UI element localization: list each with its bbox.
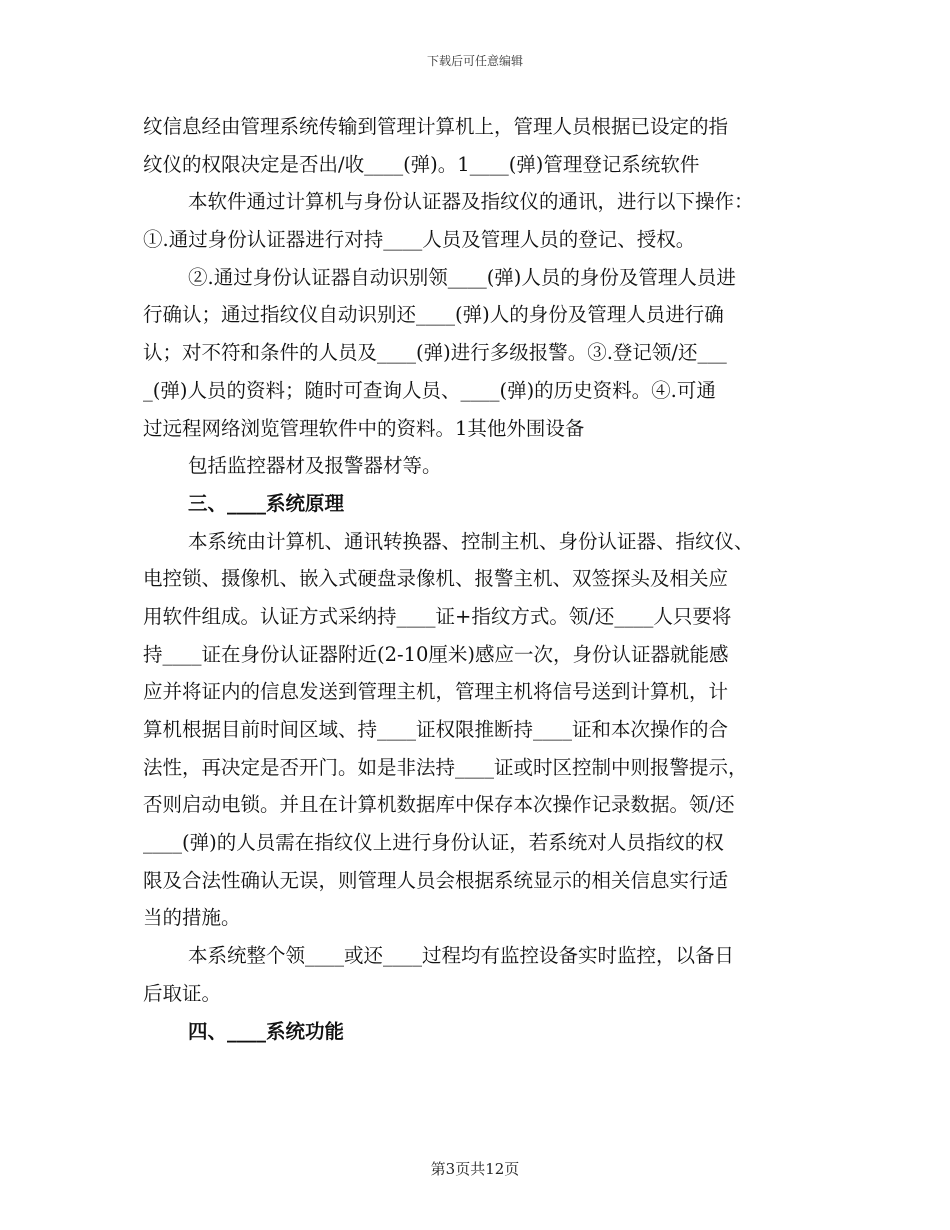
text-line: 否则启动电锁。并且在计算机数据库中保存本次操作记录数据。领/还 [143,793,735,817]
text-line: 当的措施。 [143,906,241,930]
text-line: 过远程网络浏览管理软件中的资料。1其他外围设备 [143,416,585,440]
text-line: 法性，再决定是否开门。如是非法持____证或时区控制中则报警提示， [143,755,748,779]
text-line: 后取证。 [143,981,222,1005]
text-line: 电控锁、摄像机、嵌入式硬盘录像机、报警主机、双签探头及相关应 [143,567,729,591]
document-body [143,108,811,1050]
text-line: 纹仪的权限决定是否出/收____(弹)。1____(弹)管理登记系统软件 [143,152,700,176]
text-line: ①.通过身份认证器进行对持____人员及管理人员的登记、授权。 [143,228,696,252]
text-line: 本系统由计算机、通讯转换器、控制主机、身份认证器、指纹仪、 [188,529,754,553]
text-line: 纹信息经由管理系统传输到管理计算机上，管理人员根据已设定的指 [143,115,729,138]
text-line: 限及合法性确认无误，则管理人员会根据系统显示的相关信息实行适 [143,868,729,892]
text-line: 认；对不符和条件的人员及____(弹)进行多级报警。③.登记领/还___ [143,341,727,365]
text-line: ②.通过身份认证器自动识别领____(弹)人员的身份及管理人员进 [188,265,736,289]
text-line: 算机根据目前时间区域、持____证权限推断持____证和本次操作的合 [143,718,729,741]
text-line: 持____证在身份认证器附近(2-10厘米)感应一次，身份认证器就能感 [143,642,729,666]
section-heading-functions: 四、____系统功能 [188,1019,345,1043]
text-line: 本系统整个领____或还____过程均有监控设备实时监控，以备日 [188,944,735,968]
text-line: 应并将证内的信息发送到管理主机，管理主机将信号送到计算机，计 [143,680,729,704]
text-line: ____(弹)的人员需在指纹仪上进行身份认证，若系统对人员指纹的权 [143,831,724,855]
page-header: 下载后可任意编辑 [426,54,523,68]
text-line: 行确认；通过指纹仪自动识别还____(弹)人的身份及管理人员进行确 [143,303,724,327]
page-footer: 第3页共12页 [430,1160,520,1178]
text-line: 本软件通过计算机与身份认证器及指纹仪的通讯，进行以下操作： [188,190,754,214]
text-line: _(弹)人员的资料；随时可查询人员、____(弹)的历史资料。④.可通 [143,378,716,402]
text-line: 用软件组成。认证方式采纳持____证+指纹方式。领/还____人只要将 [143,604,732,628]
section-heading-principle: 三、____系统原理 [188,491,345,515]
text-line: 包括监控器材及报警器材等。 [188,454,442,478]
